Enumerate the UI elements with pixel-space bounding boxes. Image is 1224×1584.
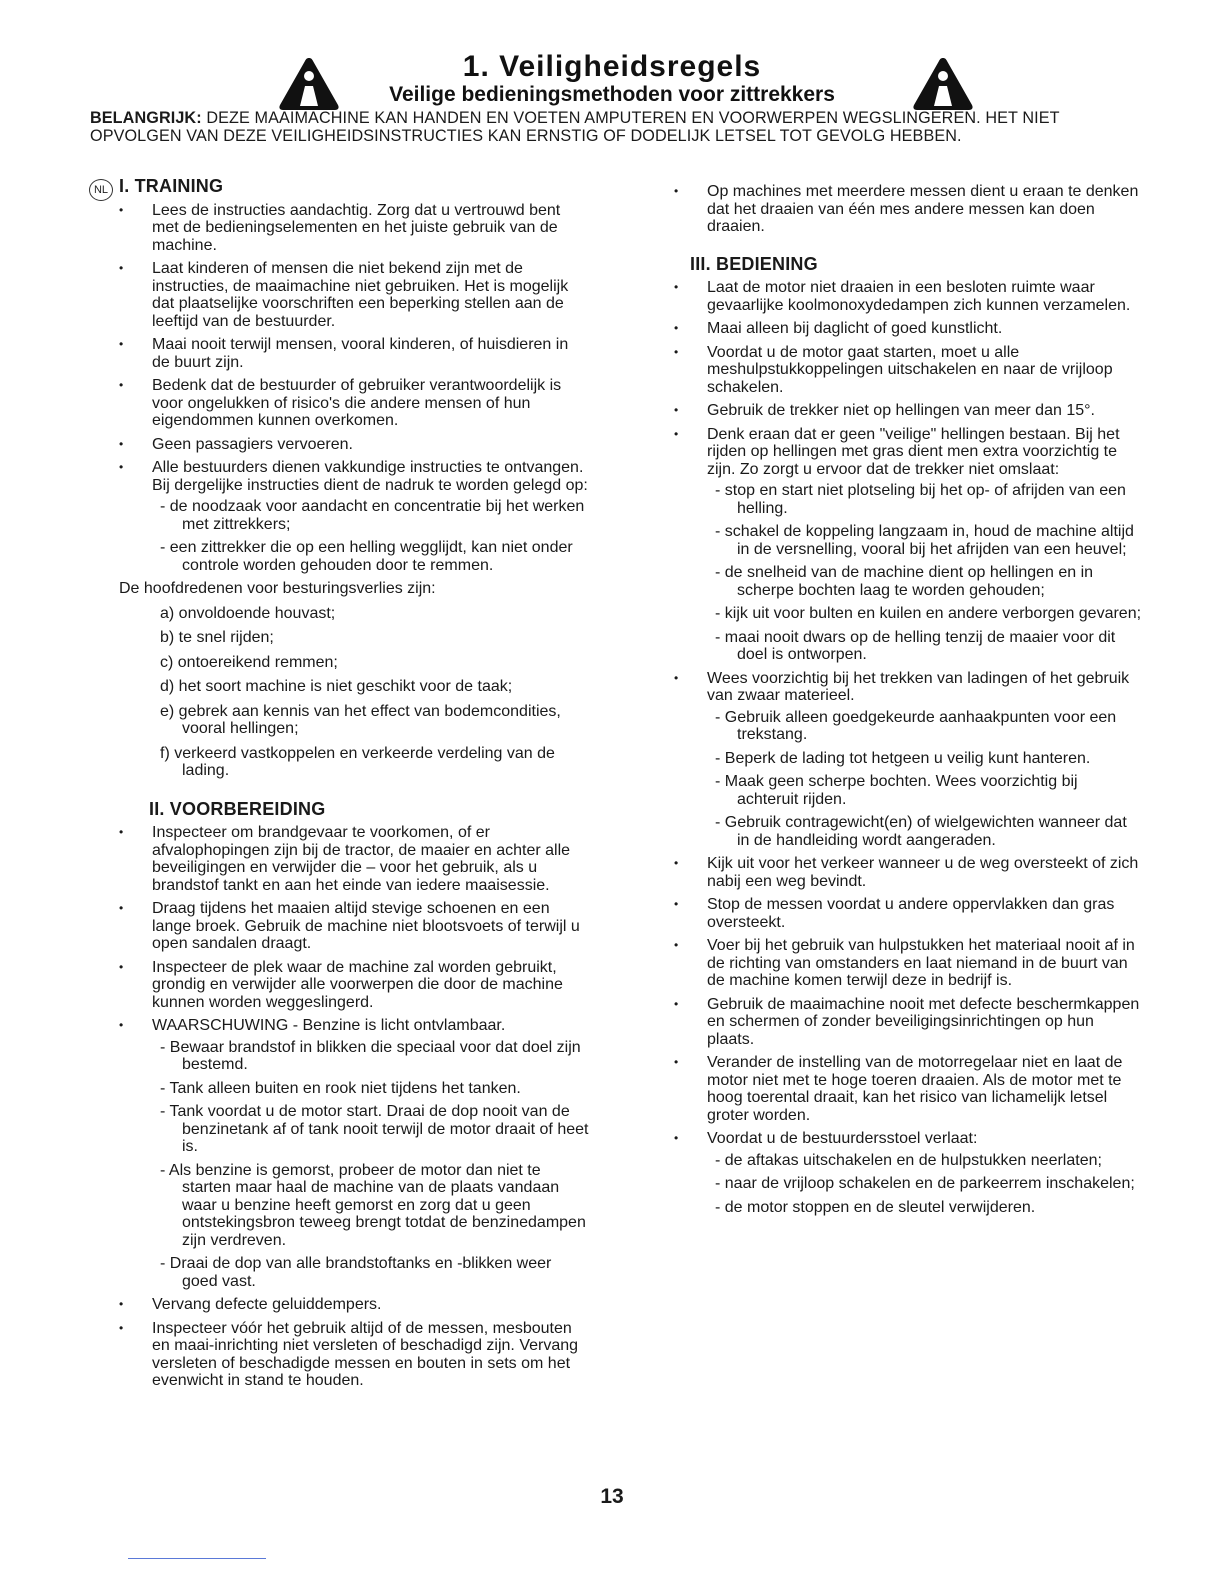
page-subtitle: Veilige bedieningsmethoden voor zittrekkers — [389, 83, 835, 106]
tow-sub-list — [707, 709, 1142, 850]
sub-list-item: - de snelheid van de machine dient op hellingen en in scherpe bochten laag te worden gehouden; — [707, 564, 1142, 599]
page-number: 13 — [600, 1485, 624, 1508]
list-item: • Inspecteer om brandgevaar te voorkomen, of er afvalophopingen zijn bij de tractor, de maaier en achter alle beveiligingen en verwijder die – voor het gebruik, als u brandstof tankt en aan het einde van iedere maaisessie. — [119, 824, 589, 894]
sub-list-item: - een zittrekker die op een helling wegglijdt, kan niet onder controle worden gehouden door te remmen. — [152, 539, 589, 574]
important-notice — [90, 109, 1150, 145]
important-text: DEZE MAAIMACHINE KAN HANDEN EN VOETEN AMPUTEREN EN VOORWERPEN WEGSLINGEREN. HET NIET OPVOLGEN VAN DEZE VEILIGHEIDSINSTRUCTIES KAN ERNSTIG OF DODELIJK LETSEL TOT GEVOLG HEBBEN. — [90, 109, 1060, 145]
list-item-text: Denk eraan dat er geen "veilige" hellingen bestaan. Bij het rijden op hellingen met gras dient men extra voorzichtig te zijn. Zo zorgt u ervoor dat de trekker niet omslaat: — [707, 425, 1120, 478]
warning-triangle-icon — [912, 56, 974, 112]
language-badge: NL — [89, 179, 113, 201]
sub-list-item: - Gebruik alleen goedgekeurde aanhaakpunten voor een trekstang. — [707, 709, 1142, 744]
sub-list-item: - Als benzine is gemorst, probeer de motor dan niet te starten maar haal de machine van de plaats vandaan waar u benzine heeft gemorst en zorg dat u geen ontstekingsbron teweeg brengt totdat de benzinedampen zijn verdreven. — [152, 1162, 589, 1250]
list-item — [674, 1130, 1142, 1216]
cause-item: b) te snel rijden; — [160, 629, 274, 646]
training-list — [119, 202, 589, 575]
list-item: • Lees de instructies aandachtig. Zorg dat u vertrouwd bent met de bedieningselementen en het juiste gebruik van de machine. — [119, 202, 589, 255]
list-item: • Voordat u de motor gaat starten, moet u alle meshulpstukkoppelingen uitschakelen en naar de vrijloop schakelen. — [674, 344, 1142, 397]
left-column — [93, 176, 589, 1396]
sub-list-item: - Bewaar brandstof in blikken die speciaal voor dat doel zijn bestemd. — [152, 1039, 589, 1074]
list-item-text: WAARSCHUWING - Benzine is licht ontvlambaar. — [152, 1017, 506, 1034]
list-item: • Laat de motor niet draaien in een besloten ruimte waar gevaarlijke koolmonoxydedampen zich kunnen verzamelen. — [674, 279, 1142, 314]
operation-list — [674, 279, 1142, 1216]
list-item-text: Alle bestuurders dienen vakkundige instructies te ontvangen. Bij dergelijke instructies dient de nadruk te worden gelegd op: — [152, 459, 588, 494]
sub-list-item: - naar de vrijloop schakelen en de parkeerrem inschakelen; — [707, 1175, 1142, 1193]
multi-blade-list — [674, 183, 1142, 236]
sub-list-item: - de motor stoppen en de sleutel verwijderen. — [707, 1199, 1142, 1217]
list-item-text: Voordat u de bestuurdersstoel verlaat: — [707, 1130, 978, 1147]
sub-list-item: - Gebruik contragewicht(en) of wielgewichten wanneer dat in de handleiding wordt aangeraden. — [707, 814, 1142, 849]
list-item: • Inspecteer de plek waar de machine zal worden gebruikt, grondig en verwijder alle voorwerpen die door de machine kunnen worden weggeslingerd. — [119, 959, 589, 1012]
list-item: • Draag tijdens het maaien altijd stevige schoenen en een lange broek. Gebruik de machine niet blootsvoets of terwijl u open sandalen draagt. — [119, 900, 589, 953]
fuel-sub-list — [152, 1039, 589, 1291]
slope-sub-list — [707, 482, 1142, 664]
cause-item: d) het soort machine is niet geschikt voor de taak; — [160, 678, 513, 695]
list-item: • Bedenk dat de bestuurder of gebruiker verantwoordelijk is voor ongelukken of risico's die andere mensen of hun eigendommen kunnen overkomen. — [119, 377, 589, 430]
list-item: • Op machines met meerdere messen dient u eraan te denken dat het draaien van één mes andere messen kan doen draaien. — [674, 183, 1142, 236]
training-section — [93, 176, 589, 196]
operation-title: III. BEDIENING — [690, 253, 818, 274]
list-item: • Verander de instelling van de motorregelaar niet en laat de motor niet met te hoge toeren draaien. Als de motor met te hoog toerental draait, kan het risico van lichamelijk letsel groter worden. — [674, 1054, 1142, 1124]
sub-list-item: - maai nooit dwars op de helling tenzij de maaier voor dit doel is ontworpen. — [707, 629, 1142, 664]
list-item-text: Wees voorzichtig bij het trekken van ladingen of het gebruik van zwaar materieel. — [707, 669, 1130, 704]
list-item: • Maai nooit terwijl mensen, vooral kinderen, of huisdieren in de buurt zijn. — [119, 336, 589, 371]
sub-list-item: - Beperk de lading tot hetgeen u veilig kunt hanteren. — [707, 750, 1142, 768]
preparation-list — [119, 824, 589, 1390]
page-title: 1. Veiligheidsregels — [462, 50, 762, 83]
list-item: • Geen passagiers vervoeren. — [119, 436, 589, 454]
sub-list-item: - Draai de dop van alle brandstoftanks en -blikken weer goed vast. — [152, 1255, 589, 1290]
sub-list-item: - stop en start niet plotseling bij het op- of afrijden van een helling. — [707, 482, 1142, 517]
list-item: • Inspecteer vóór het gebruik altijd of de messen, mesbouten en maai-inrichting niet versleten of beschadigd zijn. Vervang versleten of beschadigde messen en bouten in sets om het evenwicht in stand te houden. — [119, 1320, 589, 1390]
sub-list-item: - schakel de koppeling langzaam in, houd de machine altijd in de versnelling, vooral bij het afrijden van een heuvel; — [707, 523, 1142, 558]
list-item — [119, 1017, 589, 1290]
list-item: • Gebruik de maaimachine nooit met defecte beschermkappen en schermen of zonder beveiligingsinrichtingen op hun plaats. — [674, 996, 1142, 1049]
leave-seat-sub-list — [707, 1152, 1142, 1217]
list-item: • Gebruik de trekker niet op hellingen van meer dan 15°. — [674, 402, 1142, 420]
sub-list — [152, 498, 589, 574]
list-item: • Laat kinderen of mensen die niet bekend zijn met de instructies, de maaimachine niet gebruiken. Het is mogelijk dat plaatselijke voorschriften een beperking stellen aan de leeftijd van de bestuurder. — [119, 260, 589, 330]
sub-list-item: - de aftakas uitschakelen en de hulpstukken neerlaten; — [707, 1152, 1142, 1170]
list-item: • Maai alleen bij daglicht of goed kunstlicht. — [674, 320, 1142, 338]
sub-list-item: - de noodzaak voor aandacht en concentratie bij het werken met zittrekkers; — [152, 498, 589, 533]
sub-list-item: - Maak geen scherpe bochten. Wees voorzichtig bij achteruit rijden. — [707, 773, 1142, 808]
list-item — [674, 426, 1142, 664]
cause-item: f) verkeerd vastkoppelen en verkeerde verdeling van de lading. — [160, 744, 555, 779]
training-title: I. TRAINING — [119, 176, 224, 196]
sub-list-item: - Tank alleen buiten en rook niet tijdens het tanken. — [152, 1080, 589, 1098]
sub-list-item: - kijk uit voor bulten en kuilen en andere verborgen gevaren; — [707, 605, 1142, 623]
cause-item: c) ontoereikend remmen; — [160, 653, 338, 671]
sub-list-item: - Tank voordat u de motor start. Draai de dop nooit van de benzinetank af of tank nooit terwijl de motor draait of heet is. — [152, 1103, 589, 1156]
bottom-divider — [128, 1558, 266, 1559]
preparation-title: II. VOORBEREIDING — [149, 798, 326, 819]
list-item — [674, 670, 1142, 850]
cause-item: a) onvoldoende houvast; — [160, 604, 336, 622]
causes-intro: De hoofdredenen voor besturingsverlies zijn: — [119, 580, 436, 597]
list-item: • Vervang defecte geluiddempers. — [119, 1296, 589, 1314]
list-item: • Kijk uit voor het verkeer wanneer u de weg oversteekt of zich nabij een weg bevindt. — [674, 855, 1142, 890]
right-column — [674, 183, 1142, 1222]
list-item — [119, 459, 589, 574]
list-item: • Voer bij het gebruik van hulpstukken het materiaal nooit af in de richting van omstanders en laat niemand in de buurt van de machine komen terwijl deze in bedrijf is. — [674, 937, 1142, 990]
list-item: • Stop de messen voordat u andere oppervlakken dan gras oversteekt. — [674, 896, 1142, 931]
causes-list — [119, 605, 589, 780]
cause-item: e) gebrek aan kennis van het effect van bodemcondities, vooral hellingen; — [160, 702, 561, 737]
important-label: BELANGRIJK: — [90, 109, 202, 127]
